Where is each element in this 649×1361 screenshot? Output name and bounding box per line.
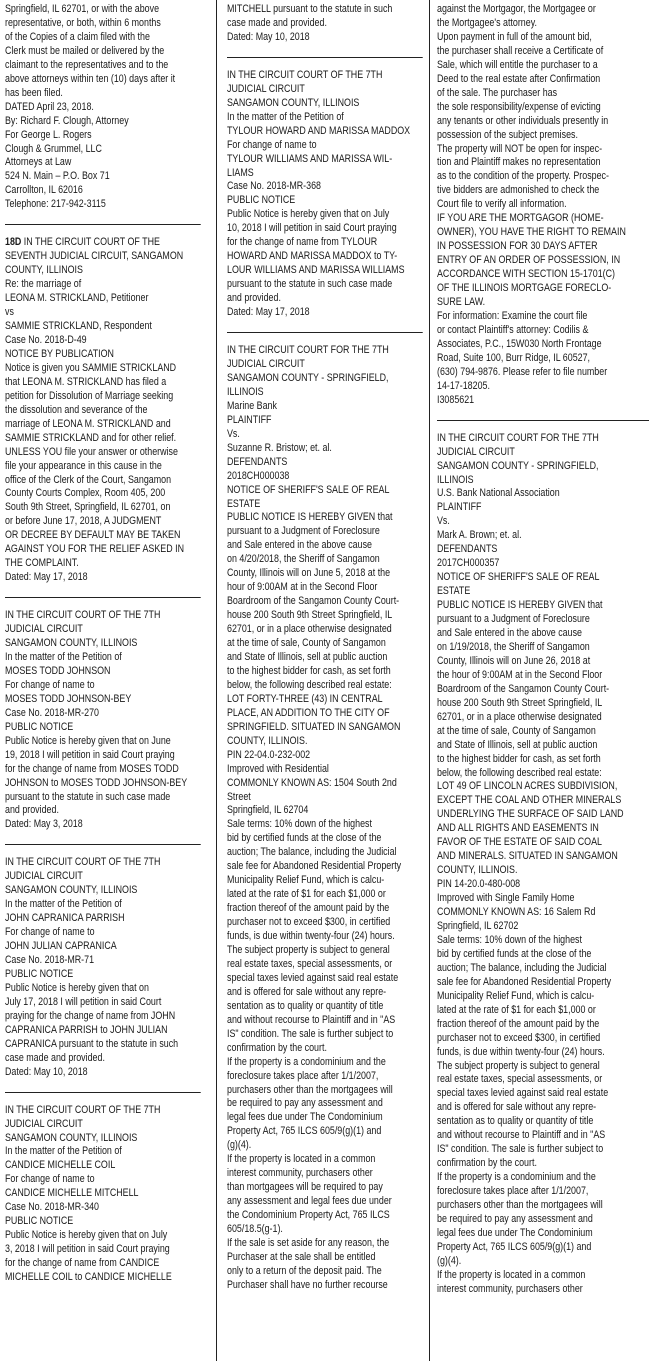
notice-line: petition for Dissolution of Marriage seeking bbox=[5, 389, 174, 402]
notice-line: JOHN JULIAN CAPRANICA bbox=[5, 940, 117, 953]
notice-separator bbox=[227, 57, 423, 58]
notice-line: pursuant to a Judgment of Foreclosure bbox=[437, 613, 590, 626]
notice-line: JUDICIAL CIRCUIT bbox=[5, 623, 83, 636]
notice-line: or before June 17, 2018, A JUDGMENT bbox=[5, 515, 162, 528]
notice-line: and State of Illinois, sell at public auction bbox=[227, 650, 388, 663]
notice-line: For change of name to bbox=[227, 138, 317, 151]
notice-line: If the property is located in a common bbox=[227, 1153, 376, 1166]
notice-line: ACCORDANCE WITH SECTION 15-1701(C) bbox=[437, 268, 616, 281]
notice-line: Associates, P.C., 15W030 North Frontage bbox=[437, 337, 602, 350]
column-divider-2 bbox=[429, 0, 430, 1361]
notice-line: I3085621 bbox=[437, 393, 475, 406]
notice-line: Carrollton, IL 62016 bbox=[5, 184, 83, 197]
notice-line: For change of name to bbox=[5, 1173, 95, 1186]
notice-line: Dated: May 3, 2018 bbox=[5, 818, 83, 831]
column-divider-1 bbox=[216, 0, 217, 1361]
notice-line: JUDICIAL CIRCUIT bbox=[5, 870, 83, 883]
notice-line: SAMMIE STRICKLAND, Respondent bbox=[5, 320, 152, 333]
notice-separator bbox=[5, 844, 201, 845]
notice-line: below, the following described real estate: bbox=[437, 766, 602, 779]
notice-line: pursuant to the statute in such case made bbox=[5, 790, 171, 803]
notice-line: for the change of name from MOSES TODD bbox=[5, 762, 179, 775]
notice-line: Springfield, IL 62704 bbox=[227, 804, 309, 817]
notice-line: case made and provided. bbox=[5, 1051, 105, 1064]
notice-line: Municipality Relief Fund, which is calcu- bbox=[437, 989, 595, 1002]
notice-line-text: IN THE CIRCUIT COURT OF THE bbox=[21, 236, 160, 249]
notice-line: lated at the rate of $1 for each $1,000 or bbox=[437, 1003, 596, 1016]
notice-line: For change of name to bbox=[5, 926, 95, 939]
notice-line: JUDICIAL CIRCUIT bbox=[5, 1117, 83, 1130]
notice-line: of the sale. The purchaser has bbox=[437, 86, 558, 99]
notice-line: JUDICIAL CIRCUIT bbox=[227, 82, 305, 95]
notice-line: Public Notice is hereby given that on July bbox=[5, 1229, 168, 1242]
notice-line: In the matter of the Petition of bbox=[5, 650, 122, 663]
notice-line: IS" condition. The sale is further subject to bbox=[437, 1143, 604, 1156]
notice-line: Springfield, IL 62702 bbox=[437, 920, 519, 932]
notice-line: Purchaser shall have no further recourse bbox=[227, 1278, 388, 1291]
notice-line: COUNTY, ILLINOIS. bbox=[437, 864, 518, 877]
notice-line: 19, 2018 I will petition in said Court praying bbox=[5, 748, 175, 761]
notice-line: 2018CH000038 bbox=[227, 469, 290, 482]
notice-line: purchasers other than the mortgagees will bbox=[437, 1199, 603, 1212]
notice-line: CANDICE MICHELLE MITCHELL bbox=[5, 1187, 139, 1200]
notice-line: DEFENDANTS bbox=[437, 543, 498, 556]
notice-line: only to a return of the deposit paid. The bbox=[227, 1264, 382, 1277]
legal-notice bbox=[437, 432, 649, 1297]
notice-line: 62701, or in a place otherwise designated bbox=[437, 710, 602, 723]
legal-notice bbox=[5, 856, 201, 1079]
notice-line: LOT 49 OF LINCOLN ACRES SUBDIVISION, bbox=[437, 780, 618, 793]
notice-line: office of the Clerk of the Court, Sangamon bbox=[5, 473, 172, 486]
notice-line: Re: the marriage of bbox=[5, 278, 82, 291]
legal-notice bbox=[5, 3, 201, 212]
notice-line: possession of the subject premises. bbox=[437, 128, 578, 141]
notice-line: and Sale entered in the above cause bbox=[227, 539, 372, 552]
notice-line: for the change of name from CANDICE bbox=[5, 1257, 160, 1270]
notice-line: If the sale is set aside for any reason, the bbox=[227, 1237, 390, 1250]
notice-line: interest community, purchasers other bbox=[437, 1282, 583, 1295]
notice-line: the Condominium Property Act, 765 ILCS bbox=[227, 1209, 390, 1222]
notice-line: MICHELLE COIL to CANDICE MICHELLE bbox=[5, 1271, 172, 1284]
notice-line: Public Notice is hereby given that on July bbox=[227, 208, 390, 221]
notice-line: Case No. 2018-MR-340 bbox=[5, 1201, 99, 1214]
notice-line: purchasers other than the mortgagees will bbox=[227, 1083, 393, 1096]
notice-line: Purchaser at the sale shall be entitled bbox=[227, 1250, 376, 1263]
notice-line: Case No. 2018-MR-368 bbox=[227, 180, 321, 193]
notice-line: Mark A. Brown; et. al. bbox=[437, 529, 522, 542]
legal-notice bbox=[227, 344, 423, 1293]
notice-line: SANGAMON COUNTY, ILLINOIS bbox=[227, 96, 360, 109]
notice-line: any tenants or other individuals presently in bbox=[437, 114, 609, 127]
notice-line: Deed to the real estate after Confirmation bbox=[437, 72, 601, 85]
notice-line: LOUR WILLIAMS AND MARISSA WILLIAMS bbox=[227, 264, 405, 277]
notice-line: sentation as to quality or quantity of title bbox=[437, 1115, 594, 1128]
notice-line: IN THE CIRCUIT COURT FOR THE 7TH bbox=[227, 344, 389, 357]
legal-notice bbox=[437, 3, 649, 408]
notice-line: Upon payment in full of the amount bid, bbox=[437, 30, 592, 43]
notice-line: PIN 14-20.0-480-008 bbox=[437, 878, 521, 891]
notice-line: sentation as to quality or quantity of title bbox=[227, 999, 384, 1012]
notice-line: Property Act, 765 ILCS 605/9(g)(1) and bbox=[437, 1240, 592, 1253]
notice-line: at the time of sale, County of Sangamon bbox=[437, 724, 596, 737]
notice-line: SANGAMON COUNTY, ILLINOIS bbox=[5, 1131, 138, 1144]
legal-notice bbox=[227, 69, 423, 320]
notice-line: EXCEPT THE COAL AND OTHER MINERALS bbox=[437, 794, 622, 807]
notice-line: Marine Bank bbox=[227, 399, 277, 412]
notice-line: ILLINOIS bbox=[227, 385, 264, 398]
notice-line: the dissolution and severance of the bbox=[5, 403, 148, 416]
notice-line: legal fees due under The Condominium bbox=[227, 1111, 383, 1124]
notice-line: DEFENDANTS bbox=[227, 455, 288, 468]
notice-line: interest community, purchasers other bbox=[227, 1167, 373, 1180]
notice-line: Dated: May 17, 2018 bbox=[5, 571, 88, 584]
notice-line: Suzanne R. Bristow; et. al. bbox=[227, 441, 332, 454]
notice-line: has been filed. bbox=[5, 86, 63, 99]
notice-line: IN THE CIRCUIT COURT OF THE 7TH bbox=[5, 856, 161, 869]
notice-separator bbox=[5, 224, 201, 225]
notice-line: If the property is a condominium and the bbox=[227, 1055, 386, 1068]
notice-line bbox=[5, 236, 201, 250]
notice-line: County, Illinois will on June 26, 2018 at bbox=[437, 654, 591, 667]
notice-line: confirmation by the court. bbox=[227, 1041, 327, 1054]
notice-line: bid by certified funds at the close of the bbox=[227, 832, 382, 845]
notice-line: Boardroom of the Sangamon County Court- bbox=[227, 595, 400, 608]
notice-line: In the matter of the Petition of bbox=[5, 898, 122, 911]
notice-line: any assessment and legal fees due under bbox=[227, 1195, 392, 1208]
notice-line: ILLINOIS bbox=[437, 473, 474, 486]
notice-line: Notice is given you SAMMIE STRICKLAND bbox=[5, 361, 177, 374]
notice-line: TYLOUR WILLIAMS AND MARISSA WIL- bbox=[227, 152, 393, 165]
notice-line: MITCHELL pursuant to the statute in such bbox=[227, 3, 393, 15]
notice-line: 605/18.5(g-1). bbox=[227, 1223, 283, 1236]
notice-line: OR DECREE BY DEFAULT MAY BE TAKEN bbox=[5, 529, 181, 542]
notice-separator bbox=[5, 1092, 201, 1093]
notice-line: Property Act, 765 ILCS 605/9(g)(1) and bbox=[227, 1125, 382, 1138]
notice-line: fraction thereof of the amount paid by the bbox=[437, 1017, 600, 1030]
notice-line: The subject property is subject to general bbox=[227, 944, 390, 956]
notice-line: house 200 South 9th Street Springfield, IL bbox=[227, 609, 393, 622]
notice-line: IF YOU ARE THE MORTGAGOR (HOME- bbox=[437, 212, 604, 225]
notice-line: 62701, or in a place otherwise designated bbox=[227, 623, 392, 636]
notice-line: PIN 22-04.0-232-002 bbox=[227, 748, 311, 761]
notice-line: 524 N. Main – P.O. Box 71 bbox=[5, 170, 110, 183]
notice-line: LOT FORTY-THREE (43) IN CENTRAL bbox=[227, 692, 383, 705]
notice-line: By: Richard F. Clough, Attorney bbox=[5, 114, 129, 127]
notice-line: PUBLIC NOTICE bbox=[5, 968, 74, 980]
notice-line: AND MINERALS. SITUATED IN SANGAMON bbox=[437, 850, 618, 863]
notice-line: SPRINGFIELD. SITUATED IN SANGAMON bbox=[227, 720, 401, 733]
notice-line: that LEONA M. STRICKLAND has filed a bbox=[5, 375, 167, 388]
notice-line: legal fees due under The Condominium bbox=[437, 1226, 593, 1239]
notice-line: Dated: May 10, 2018 bbox=[227, 30, 310, 43]
notice-line: OWNER), YOU HAVE THE RIGHT TO REMAIN bbox=[437, 226, 626, 239]
notice-line: COUNTY, ILLINOIS. bbox=[227, 734, 308, 747]
notice-line: Case No. 2018-MR-71 bbox=[5, 954, 95, 967]
notice-line: purchaser not to exceed $300, in certified bbox=[227, 916, 391, 929]
notice-line: and is offered for sale without any repre- bbox=[437, 1101, 597, 1114]
notice-line: be required to pay any assessment and bbox=[437, 1213, 593, 1226]
notice-line: ENTRY OF AN ORDER OF POSSESSION, IN bbox=[437, 254, 621, 267]
notice-line: NOTICE BY PUBLICATION bbox=[5, 347, 114, 360]
notice-line: SANGAMON COUNTY - SPRINGFIELD, bbox=[437, 459, 599, 472]
notice-line: PLAINTIFF bbox=[227, 413, 272, 426]
notice-line: claimant to the representatives and to the bbox=[5, 58, 169, 71]
notice-line: Case No. 2018-D-49 bbox=[5, 333, 87, 346]
notice-line: For George L. Rogers bbox=[5, 128, 92, 141]
notice-line: South 9th Street, Springfield, IL 62701, on bbox=[5, 501, 171, 514]
notice-line: representative, or both, within 6 months bbox=[5, 16, 161, 29]
notice-line: Public Notice is hereby given that on June bbox=[5, 734, 171, 747]
notice-line: NOTICE OF SHERIFF'S SALE OF REAL bbox=[437, 571, 600, 584]
notice-line: Case No. 2018-MR-270 bbox=[5, 706, 99, 719]
notice-line: of the Copies of a claim filed with the bbox=[5, 30, 150, 43]
notice-line: vs bbox=[5, 306, 14, 319]
notice-line: Clerk must be mailed or delivered by the bbox=[5, 44, 165, 57]
notice-line: HOWARD AND MARISSA MADDOX to TY- bbox=[227, 250, 398, 263]
notice-line: PUBLIC NOTICE bbox=[5, 1215, 74, 1228]
notice-line: PUBLIC NOTICE IS HEREBY GIVEN that bbox=[437, 599, 603, 612]
notice-line: AGAINST YOU FOR THE RELIEF ASKED IN bbox=[5, 543, 185, 556]
notice-line: SANGAMON COUNTY, ILLINOIS bbox=[5, 884, 138, 897]
notice-line: above attorneys within ten (10) days after it bbox=[5, 72, 176, 85]
notice-line: special taxes levied against said real estate bbox=[227, 971, 399, 984]
notice-line: AND ALL RIGHTS AND EASEMENTS IN bbox=[437, 822, 599, 835]
notice-line: Sale, which will entitle the purchaser to a bbox=[437, 58, 598, 71]
notice-line: IN THE CIRCUIT COURT OF THE 7TH bbox=[5, 609, 161, 622]
notice-line: for the change of name from TYLOUR bbox=[227, 236, 378, 249]
notice-line: JUDICIAL CIRCUIT bbox=[437, 445, 515, 458]
notice-line: pursuant to the statute in such case made bbox=[227, 278, 393, 291]
notice-line: and State of Illinois, sell at public auction bbox=[437, 738, 598, 751]
notice-line: foreclosure takes place after 1/1/2007, bbox=[227, 1069, 379, 1082]
notice-separator bbox=[5, 597, 201, 598]
notice-line: Court file to verify all information. bbox=[437, 198, 567, 211]
notice-line: COMMONLY KNOWN AS: 1504 South 2nd bbox=[227, 776, 397, 789]
notice-line: lated at the rate of $1 for each $1,000 or bbox=[227, 888, 386, 901]
notice-line: OF THE ILLINOIS MORTGAGE FORECLO- bbox=[437, 282, 612, 295]
notice-line: JOHNSON to MOSES TODD JOHNSON-BEY bbox=[5, 776, 188, 789]
notice-line: auction; The balance, including the Judicial bbox=[227, 846, 397, 859]
notice-line: PLACE, AN ADDITION TO THE CITY OF bbox=[227, 706, 390, 719]
notice-line: CAPRANICA PARRISH to JOHN JULIAN bbox=[5, 1023, 168, 1036]
column-2 bbox=[227, 3, 423, 1293]
notice-line: Improved with Residential bbox=[227, 762, 329, 775]
notice-line: and provided. bbox=[227, 292, 281, 305]
notice-line: Dated: May 17, 2018 bbox=[227, 306, 310, 319]
notice-line: Vs. bbox=[437, 515, 450, 528]
notice-line: County Courts Complex, Room 405, 200 bbox=[5, 487, 166, 500]
notice-line: DATED April 23, 2018. bbox=[5, 100, 94, 113]
notice-separator bbox=[437, 420, 649, 421]
notice-line: and without recourse to Plaintiff and in "AS bbox=[437, 1129, 606, 1142]
notice-line: Telephone: 217-942-3115 bbox=[5, 198, 106, 211]
notice-line: LEONA M. STRICKLAND, Petitioner bbox=[5, 292, 149, 305]
notice-line: house 200 South 9th Street Springfield, IL bbox=[437, 696, 603, 709]
notice-line: real estate taxes, special assessments, or bbox=[227, 957, 393, 970]
notice-line: on 4/20/2018, the Sheriff of Sangamon bbox=[227, 553, 380, 566]
notice-line: file your appearance in this cause in the bbox=[5, 459, 162, 472]
notice-line: PUBLIC NOTICE bbox=[227, 194, 296, 207]
notice-line: Sale terms: 10% down of the highest bbox=[437, 933, 582, 946]
notice-line: the sole responsibility/expense of evicting bbox=[437, 100, 601, 113]
notice-line: UNLESS YOU file your answer or otherwise bbox=[5, 445, 178, 458]
column-1 bbox=[5, 3, 201, 1285]
notice-line: fraction thereof of the amount paid by the bbox=[227, 902, 390, 915]
notice-line: 10, 2018 I will petition in said Court praying bbox=[227, 222, 397, 235]
notice-line: July 17, 2018 I will petition in said Court bbox=[5, 995, 162, 1008]
notice-line: the Mortgagee's attorney. bbox=[437, 16, 537, 29]
notice-line: below, the following described real estate: bbox=[227, 678, 392, 691]
notice-line: and provided. bbox=[5, 804, 59, 817]
notice-line: IN POSSESSION FOR 30 DAYS AFTER bbox=[437, 240, 598, 253]
notice-line: purchaser not to exceed $300, in certified bbox=[437, 1031, 601, 1044]
notice-line: For information: Examine the court file bbox=[437, 309, 588, 322]
notice-line: foreclosure takes place after 1/1/2007, bbox=[437, 1185, 589, 1198]
notice-line: Springfield, IL 62701, or with the above bbox=[5, 3, 160, 15]
notice-line: IN THE CIRCUIT COURT OF THE 7TH bbox=[227, 68, 383, 81]
notice-line: sale fee for Abandoned Residential Property bbox=[227, 860, 402, 873]
notice-line: confirmation by the court. bbox=[437, 1157, 537, 1170]
notice-line: Street bbox=[227, 790, 251, 803]
notice-line: sale fee for Abandoned Residential Property bbox=[437, 975, 612, 988]
notice-line: ESTATE bbox=[437, 585, 471, 598]
notice-line: LIAMS bbox=[227, 166, 254, 179]
notice-line: or contact Plaintiff's attorney: Codilis & bbox=[437, 323, 589, 336]
notice-line: Municipality Relief Fund, which is calcu- bbox=[227, 874, 385, 887]
notice-line: FAVOR OF THE ESTATE OF SAID COAL bbox=[437, 836, 602, 849]
notice-line: bid by certified funds at the close of the bbox=[437, 947, 592, 960]
notice-line: County, Illinois will on June 5, 2018 at the bbox=[227, 567, 391, 580]
notice-line: COUNTY, ILLINOIS bbox=[5, 264, 83, 277]
notice-line: SANGAMON COUNTY - SPRINGFIELD, bbox=[227, 371, 389, 384]
notice-line: 14-17-18205. bbox=[437, 379, 490, 392]
notice-line: U.S. Bank National Association bbox=[437, 487, 560, 500]
notice-line: marriage of LEONA M. STRICKLAND and bbox=[5, 417, 171, 430]
notice-line: praying for the change of name from JOHN bbox=[5, 1009, 176, 1022]
notice-line: Attorneys at Law bbox=[5, 156, 72, 169]
notice-line: auction; The balance, including the Judicial bbox=[437, 961, 607, 974]
notice-line: case made and provided. bbox=[227, 16, 327, 29]
notice-line: IS" condition. The sale is further subject to bbox=[227, 1027, 394, 1040]
notice-line: TYLOUR HOWARD AND MARISSA MADDOX bbox=[227, 124, 411, 137]
column-3 bbox=[437, 3, 649, 1297]
notice-line: If the property is located in a common bbox=[437, 1268, 586, 1281]
legal-notice bbox=[5, 236, 201, 585]
notice-line: CAPRANICA pursuant to the statute in such bbox=[5, 1037, 179, 1050]
notice-line: funds, is due within twenty-four (24) hours. bbox=[227, 930, 395, 943]
notice-line: PUBLIC NOTICE IS HEREBY GIVEN that bbox=[227, 511, 393, 524]
notice-line: as to the condition of the property. Prospec- bbox=[437, 170, 609, 183]
notice-line: CANDICE MICHELLE COIL bbox=[5, 1159, 116, 1172]
notice-number: 18D bbox=[5, 236, 22, 249]
notice-line: In the matter of the Petition of bbox=[227, 110, 344, 123]
notice-line: IN THE CIRCUIT COURT FOR THE 7TH bbox=[437, 431, 599, 444]
notice-line: pursuant to a Judgment of Foreclosure bbox=[227, 525, 380, 538]
notice-line: PUBLIC NOTICE bbox=[5, 720, 74, 733]
notice-line: JOHN CAPRANICA PARRISH bbox=[5, 912, 125, 925]
notice-line: If the property is a condominium and the bbox=[437, 1171, 596, 1184]
notice-line: to the highest bidder for cash, as set forth bbox=[227, 664, 391, 677]
notice-line: and Sale entered in the above cause bbox=[437, 626, 582, 639]
notice-line: SEVENTH JUDICIAL CIRCUIT, SANGAMON bbox=[5, 250, 184, 263]
notice-line: real estate taxes, special assessments, or bbox=[437, 1073, 603, 1086]
notice-line: ESTATE bbox=[227, 497, 261, 510]
notice-line: SURE LAW. bbox=[437, 296, 486, 309]
notice-line: PLAINTIFF bbox=[437, 501, 482, 514]
notice-separator bbox=[227, 332, 423, 333]
notice-line: (g)(4). bbox=[227, 1139, 252, 1152]
notice-line: NOTICE OF SHERIFF'S SALE OF REAL bbox=[227, 483, 390, 496]
notice-line: UNDERLYING THE SURFACE OF SAID LAND bbox=[437, 808, 624, 821]
notice-line: In the matter of the Petition of bbox=[5, 1145, 122, 1158]
notice-line: 2017CH000357 bbox=[437, 557, 500, 570]
notice-line: to the highest bidder for cash, as set forth bbox=[437, 752, 601, 765]
notice-line: Sale terms: 10% down of the highest bbox=[227, 818, 372, 831]
notice-line: Vs. bbox=[227, 427, 240, 440]
notice-line: on 1/19/2018, the Sheriff of Sangamon bbox=[437, 640, 590, 653]
notice-line: Clough & Grummel, LLC bbox=[5, 142, 102, 155]
notice-line: the hour of 9:00AM at in the Second Floor bbox=[437, 668, 603, 681]
notice-line: hour of 9:00AM at in the Second Floor bbox=[227, 581, 378, 594]
notice-line: For change of name to bbox=[5, 678, 95, 691]
notice-line: Road, Suite 100, Burr Ridge, IL 60527, bbox=[437, 351, 591, 364]
legal-notice bbox=[5, 609, 201, 832]
legal-notice bbox=[227, 3, 423, 45]
notice-line: Public Notice is hereby given that on bbox=[5, 981, 149, 994]
notice-line: (630) 794-9876. Please refer to file number bbox=[437, 365, 608, 378]
legal-notice bbox=[5, 1104, 201, 1285]
notice-line: Dated: May 10, 2018 bbox=[5, 1065, 88, 1078]
notice-line: MOSES TODD JOHNSON bbox=[5, 664, 111, 677]
notice-line: tive bidders are admonished to check the bbox=[437, 184, 600, 197]
notice-line: The subject property is subject to general bbox=[437, 1059, 600, 1072]
notice-line: funds, is due within twenty-four (24) hours. bbox=[437, 1045, 605, 1058]
notice-line: SANGAMON COUNTY, ILLINOIS bbox=[5, 637, 138, 650]
notice-line: (g)(4). bbox=[437, 1254, 462, 1267]
notice-line: IN THE CIRCUIT COURT OF THE 7TH bbox=[5, 1103, 161, 1116]
notice-line: the purchaser shall receive a Certificate of bbox=[437, 44, 604, 57]
notice-line: MOSES TODD JOHNSON-BEY bbox=[5, 692, 132, 705]
notice-line: tion and Plaintiff makes no representation bbox=[437, 156, 601, 169]
notice-line: 3, 2018 I will petition in said Court praying bbox=[5, 1243, 170, 1256]
notice-line: Improved with Single Family Home bbox=[437, 892, 575, 905]
notice-line: at the time of sale, County of Sangamon bbox=[227, 637, 386, 650]
notice-line: and is offered for sale without any repre- bbox=[227, 985, 387, 998]
notice-line: be required to pay any assessment and bbox=[227, 1097, 383, 1110]
notice-line: The property will NOT be open for inspec- bbox=[437, 142, 603, 155]
notice-line: SAMMIE STRICKLAND and for other relief. bbox=[5, 431, 177, 444]
notice-line: against the Mortgagor, the Mortgagee or bbox=[437, 3, 596, 15]
notice-line: THE COMPLAINT. bbox=[5, 557, 79, 570]
notice-line: and without recourse to Plaintiff and in "AS bbox=[227, 1013, 396, 1026]
notice-line: special taxes levied against said real estate bbox=[437, 1087, 609, 1100]
notice-line: Boardroom of the Sangamon County Court- bbox=[437, 682, 610, 695]
notice-line: than mortgagees will be required to pay bbox=[227, 1181, 383, 1194]
notice-line: JUDICIAL CIRCUIT bbox=[227, 357, 305, 370]
notice-line: COMMONLY KNOWN AS: 16 Salem Rd bbox=[437, 906, 596, 919]
